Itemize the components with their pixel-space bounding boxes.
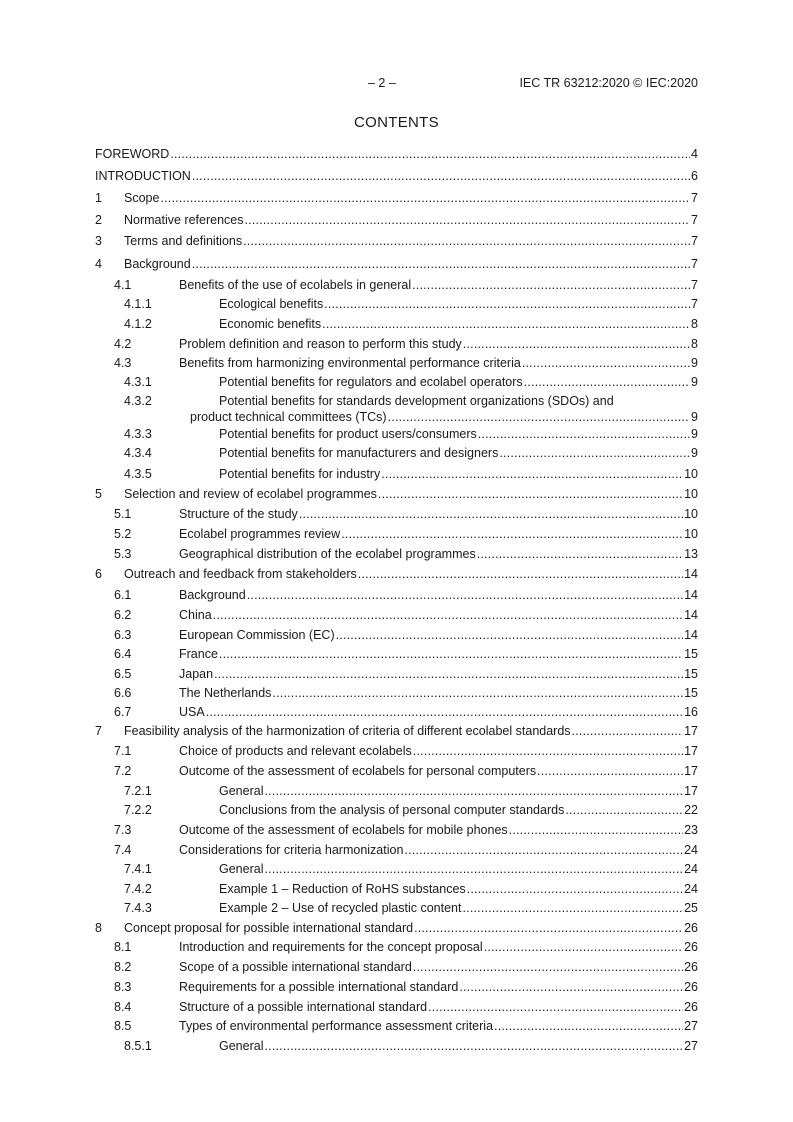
toc-entry-number: 7.2.2 (124, 803, 152, 817)
toc-entry[interactable] (95, 666, 698, 682)
toc-dot-leader (219, 646, 683, 662)
toc-entry-title: Outcome of the assessment of ecolabels for personal computers (179, 764, 537, 778)
toc-entry[interactable] (95, 881, 698, 897)
toc-entry[interactable] (95, 627, 698, 643)
toc-dot-leader (170, 146, 690, 162)
toc-entry-title: Example 2 – Use of recycled plastic content (219, 901, 462, 915)
toc-entry-page: 10 (684, 487, 698, 501)
toc-dot-leader (522, 355, 690, 371)
toc-dot-leader (565, 802, 683, 818)
toc-entry[interactable] (95, 393, 698, 425)
toc-entry-page: 10 (684, 467, 698, 481)
toc-entry[interactable] (95, 861, 698, 877)
toc-entry-number: 8.3 (114, 980, 132, 994)
toc-entry-number: 7.4.1 (124, 862, 152, 876)
toc-entry[interactable] (95, 168, 698, 184)
toc-dot-leader (428, 999, 683, 1015)
toc-entry[interactable] (95, 939, 698, 955)
toc-entry-page: 8 (691, 337, 698, 351)
toc-entry-page: 9 (691, 356, 698, 370)
toc-entry[interactable] (95, 256, 698, 272)
toc-dot-leader (213, 607, 683, 623)
toc-entry-page: 15 (684, 667, 698, 681)
toc-entry-page: 24 (684, 882, 698, 896)
toc-dot-leader (412, 277, 690, 293)
toc-entry-title: Background (124, 257, 191, 271)
toc-dot-leader (462, 900, 683, 916)
toc-entry-number: 4.1 (114, 278, 132, 292)
toc-dot-leader (358, 566, 683, 582)
toc-dot-leader (413, 743, 683, 759)
toc-entry[interactable] (95, 646, 698, 662)
toc-entry[interactable] (95, 979, 698, 995)
toc-entry-page: 26 (684, 980, 698, 994)
toc-entry-page: 17 (684, 744, 698, 758)
toc-entry[interactable] (95, 743, 698, 759)
toc-dot-leader (459, 979, 683, 995)
toc-entry-title: Introduction and requirements for the concept proposal (179, 940, 483, 954)
toc-entry-page: 14 (684, 588, 698, 602)
toc-entry-title: Potential benefits for industry (219, 467, 381, 481)
toc-entry-title: Outcome of the assessment of ecolabels for mobile phones (179, 823, 508, 837)
toc-dot-leader (206, 704, 683, 720)
toc-dot-leader (160, 190, 690, 206)
toc-entry-title: Benefits from harmonizing environmental performance criteria (179, 356, 521, 370)
toc-entry-number: 4.3.5 (124, 467, 152, 481)
toc-entry-page: 26 (684, 940, 698, 954)
toc-entry[interactable] (95, 277, 698, 293)
toc-entry-title: Potential benefits for regulators and ecolabel operators (219, 375, 523, 389)
toc-entry-title: Example 1 – Reduction of RoHS substances (219, 882, 466, 896)
toc-dot-leader (477, 546, 683, 562)
toc-entry-number: 4.1.1 (124, 297, 152, 311)
toc-entry[interactable] (95, 783, 698, 799)
toc-entry-page: 9 (691, 427, 698, 441)
toc-dot-leader (499, 445, 690, 461)
toc-entry[interactable] (95, 336, 698, 352)
toc-entry-number: 5.1 (114, 507, 132, 521)
toc-dot-leader (381, 466, 683, 482)
toc-entry-title: The Netherlands (179, 686, 272, 700)
toc-entry-number: 8 (95, 921, 102, 935)
toc-dot-leader (404, 842, 683, 858)
toc-entry-page: 26 (684, 960, 698, 974)
toc-entry[interactable] (95, 146, 698, 162)
toc-entry[interactable] (95, 296, 698, 312)
toc-entry[interactable] (95, 704, 698, 720)
toc-entry-title: General (219, 862, 264, 876)
toc-dot-leader (247, 587, 683, 603)
toc-entry[interactable] (95, 802, 698, 818)
toc-dot-leader (324, 296, 690, 312)
toc-entry-page: 26 (684, 1000, 698, 1014)
toc-entry-number: 6.4 (114, 647, 132, 661)
toc-dot-leader (413, 959, 683, 975)
toc-entry-number: 4.3.1 (124, 375, 152, 389)
toc-entry-title: Feasibility analysis of the harmonization of criteria of different ecolabel standards (124, 724, 571, 738)
toc-entry-number: 4.3.3 (124, 427, 152, 441)
toc-entry[interactable] (95, 374, 698, 390)
toc-entry-page: 24 (684, 862, 698, 876)
toc-entry-number: 2 (95, 213, 102, 227)
toc-dot-leader (494, 1018, 683, 1034)
toc-entry[interactable] (95, 607, 698, 623)
toc-entry-page: 4 (691, 147, 698, 161)
toc-entry-title: INTRODUCTION (95, 169, 191, 183)
toc-dot-leader (299, 506, 683, 522)
toc-entry-title: European Commission (EC) (179, 628, 335, 642)
toc-entry-title: Benefits of the use of ecolabels in general (179, 278, 412, 292)
toc-entry-title: USA (179, 705, 205, 719)
toc-dot-leader (264, 783, 683, 799)
toc-dot-leader (336, 627, 683, 643)
toc-entry-number: 7.4 (114, 843, 132, 857)
toc-entry-number: 8.4 (114, 1000, 132, 1014)
toc-entry[interactable] (95, 587, 698, 603)
toc-entry-page: 9 (691, 375, 698, 389)
toc-entry-title: Potential benefits for standards development organizations (SDOs) and (219, 394, 614, 408)
page-number: – 2 – (368, 76, 396, 90)
toc-entry-number: 7.1 (114, 744, 132, 758)
toc-entry-title: Japan (179, 667, 214, 681)
toc-entry-number: 4.3.2 (124, 394, 152, 408)
toc-entry-title: Outreach and feedback from stakeholders (124, 567, 357, 581)
toc-entry-page: 25 (684, 901, 698, 915)
toc-entry-page: 7 (691, 191, 698, 205)
toc-entry-title: General (219, 1039, 264, 1053)
toc-entry-title: Economic benefits (219, 317, 322, 331)
toc-entry-number: 6 (95, 567, 102, 581)
toc-dot-leader (264, 1038, 683, 1054)
toc-entry-number: 5 (95, 487, 102, 501)
toc-entry-page: 15 (684, 686, 698, 700)
toc-entry[interactable] (95, 723, 698, 739)
toc-entry-title: Potential benefits for manufacturers and designers (219, 446, 499, 460)
toc-dot-leader (463, 336, 690, 352)
toc-dot-leader (572, 723, 684, 739)
toc-entry-page: 8 (691, 317, 698, 331)
toc-entry[interactable] (95, 566, 698, 582)
toc-entry-number: 7 (95, 724, 102, 738)
toc-entry[interactable] (95, 822, 698, 838)
toc-dot-leader (192, 168, 690, 184)
toc-entry[interactable] (95, 426, 698, 442)
toc-entry[interactable] (95, 355, 698, 371)
toc-entry-number: 7.2 (114, 764, 132, 778)
toc-entry[interactable] (95, 546, 698, 562)
toc-entry-page: 15 (684, 647, 698, 661)
toc-entry[interactable] (95, 763, 698, 779)
toc-entry-title: Considerations for criteria harmonization (179, 843, 404, 857)
toc-entry[interactable] (95, 445, 698, 461)
toc-entry-page: 16 (684, 705, 698, 719)
toc-dot-leader (478, 426, 690, 442)
toc-entry-number: 5.3 (114, 547, 132, 561)
toc-entry-number: 4.3 (114, 356, 132, 370)
toc-entry-page: 7 (691, 278, 698, 292)
toc-entry-number: 4.2 (114, 337, 132, 351)
toc-entry[interactable] (95, 900, 698, 916)
toc-dot-leader (214, 666, 683, 682)
toc-entry-page: 23 (684, 823, 698, 837)
toc-entry-number: 1 (95, 191, 102, 205)
toc-entry-page: 17 (684, 724, 698, 738)
toc-dot-leader (264, 861, 683, 877)
toc-entry-page: 17 (684, 784, 698, 798)
toc-entry-number: 7.2.1 (124, 784, 152, 798)
toc-entry-page: 27 (684, 1039, 698, 1053)
toc-entry-number: 6.2 (114, 608, 132, 622)
toc-entry-page: 7 (691, 213, 698, 227)
toc-dot-leader (378, 486, 683, 502)
toc-entry-title: Ecolabel programmes review (179, 527, 341, 541)
document-id: IEC TR 63212:2020 © IEC:2020 (519, 76, 698, 90)
toc-entry-page: 10 (684, 527, 698, 541)
toc-entry-page: 22 (684, 803, 698, 817)
toc-dot-leader (537, 763, 683, 779)
toc-entry[interactable] (95, 466, 698, 482)
toc-entry-number: 6.7 (114, 705, 132, 719)
toc-entry-title: Structure of the study (179, 507, 298, 521)
toc-entry-title: Scope of a possible international standard (179, 960, 412, 974)
toc-entry-page: 6 (691, 169, 698, 183)
toc-dot-leader (341, 526, 683, 542)
toc-entry-page: 7 (691, 234, 698, 248)
toc-entry-title: Choice of products and relevant ecolabels (179, 744, 412, 758)
toc-entry-number: 4 (95, 257, 102, 271)
toc-entry-title: China (179, 608, 212, 622)
toc-entry-page: 9 (691, 446, 698, 460)
toc-entry-number: 4.3.4 (124, 446, 152, 460)
toc-entry[interactable] (95, 1018, 698, 1034)
toc-entry-title: Selection and review of ecolabel programmes (124, 487, 377, 501)
toc-dot-leader (509, 822, 683, 838)
toc-entry[interactable] (95, 233, 698, 249)
toc-entry[interactable] (95, 212, 698, 228)
contents-title: CONTENTS (354, 114, 439, 131)
toc-entry-page: 24 (684, 843, 698, 857)
toc-entry-page: 26 (684, 921, 698, 935)
toc-entry-title: Terms and definitions (124, 234, 243, 248)
toc-entry-title: Structure of a possible international standard (179, 1000, 428, 1014)
toc-dot-leader (245, 212, 691, 228)
toc-dot-leader (414, 920, 683, 936)
toc-entry-page: 27 (684, 1019, 698, 1033)
toc-entry-number: 7.3 (114, 823, 132, 837)
toc-dot-leader (524, 374, 690, 390)
toc-entry-title: Types of environmental performance assessment criteria (179, 1019, 494, 1033)
toc-entry[interactable] (95, 526, 698, 542)
toc-entry-number: 7.4.3 (124, 901, 152, 915)
toc-entry-title: Conclusions from the analysis of personal computer standards (219, 803, 565, 817)
toc-dot-leader (467, 881, 683, 897)
toc-entry-page: 14 (684, 608, 698, 622)
toc-entry-number: 7.4.2 (124, 882, 152, 896)
toc-entry-page: 13 (684, 547, 698, 561)
toc-dot-leader (272, 685, 683, 701)
toc-entry-title: Geographical distribution of the ecolabel programmes (179, 547, 476, 561)
toc-entry-page: 14 (684, 628, 698, 642)
page-header (95, 76, 698, 92)
toc-entry[interactable] (95, 506, 698, 522)
toc-entry-title: France (179, 647, 218, 661)
toc-entry-title: Requirements for a possible international standard (179, 980, 459, 994)
toc-entry-number: 8.5.1 (124, 1039, 152, 1053)
toc-entry-number: 5.2 (114, 527, 132, 541)
toc-dot-leader (192, 256, 690, 272)
toc-dot-leader (243, 233, 690, 249)
toc-dot-leader (388, 409, 690, 425)
toc-entry-number: 8.2 (114, 960, 132, 974)
toc-entry-title: Background (179, 588, 246, 602)
toc-entry[interactable] (95, 486, 698, 502)
toc-entry-title: Ecological benefits (219, 297, 324, 311)
toc-entry-page: 9 (691, 410, 698, 424)
toc-entry-title: Problem definition and reason to perform this study (179, 337, 462, 351)
toc-entry-title: Scope (124, 191, 160, 205)
toc-entry[interactable] (95, 999, 698, 1015)
toc-dot-leader (322, 316, 690, 332)
toc-entry[interactable] (95, 842, 698, 858)
toc-entry[interactable] (95, 685, 698, 701)
toc-entry-title: Concept proposal for possible international standard (124, 921, 414, 935)
toc-entry[interactable] (95, 1038, 698, 1054)
toc-entry-number: 6.3 (114, 628, 132, 642)
toc-entry-page: 7 (691, 297, 698, 311)
toc-entry-number: 6.1 (114, 588, 132, 602)
toc-entry-number: 3 (95, 234, 102, 248)
toc-entry[interactable] (95, 920, 698, 936)
toc-entry-page: 7 (691, 257, 698, 271)
toc-dot-leader (484, 939, 683, 955)
toc-entry-title: General (219, 784, 264, 798)
toc-entry-title: Normative references (124, 213, 244, 227)
toc-entry-number: 6.5 (114, 667, 132, 681)
toc-entry-title: product technical committees (TCs) (190, 410, 387, 424)
toc-entry-page: 14 (684, 567, 698, 581)
toc-entry-page: 10 (684, 507, 698, 521)
toc-entry-page: 17 (684, 764, 698, 778)
toc-entry-number: 8.1 (114, 940, 132, 954)
toc-entry-number: 6.6 (114, 686, 132, 700)
toc-entry-title: Potential benefits for product users/consumers (219, 427, 477, 441)
toc-entry-number: 4.1.2 (124, 317, 152, 331)
toc-entry[interactable] (95, 959, 698, 975)
toc-entry-number: 8.5 (114, 1019, 132, 1033)
toc-entry[interactable] (95, 316, 698, 332)
toc-entry[interactable] (95, 190, 698, 206)
toc-entry-title: FOREWORD (95, 147, 170, 161)
